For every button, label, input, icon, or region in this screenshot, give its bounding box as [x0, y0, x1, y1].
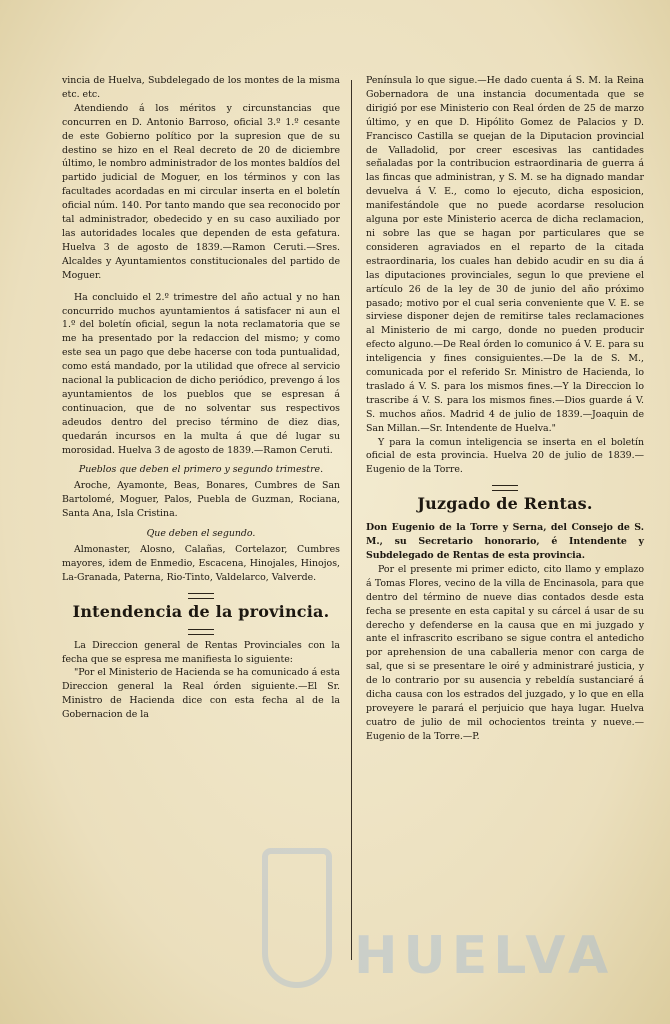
towns-list-first: Aroche, Ayamonte, Beas, Bonares, Cumbres de San Bartolomé, Moguer, Palos, Puebla de Guzman, Rociana, Santa Ana, Isla Cristina. [62, 480, 340, 520]
spacer [62, 283, 340, 291]
ministry-order-continued: Península lo que sigue.—He dado cuenta á S. M. la Reina Gobernadora de una instancia documentada que se dirigió por ese Ministerio con Real órden de 25 de marzo último, y en que D. Hipólito Gomez de Palacios y D. Francisco Castilla se quejan de la Diputacion provincial de Valladolid, por creer escesivas las cantidades señaladas por la contribucion estraordinaria de guerra á las fincas que administran, y S. M. se ha dignado mandar devuelva á V. E., como lo ejecuto, dicha esposicion, manifestándole que no puede acordarse resolucion alguna por este Ministerio acerca de dicha reclamacion, ni sobre las que se hagan por particulares que se consideren agraviados en el reparto de la citada estraordinaria, los cuales han debido acudir en su dia á las diputaciones provinciales, segun lo que previene el artículo 26 de la ley de 30 de junio del año próximo pasado; motivo por el cual seria conveniente que V. E. se sirviese disponer dejen de remitirse tales reclamaciones al Ministerio de mi cargo, donde no pueden producir efecto alguno.—De Real órden lo comunico á V. E. para su inteligencia y fines consiguientes.—De la de S. M., comunicada por el referido Sr. Ministro de Hacienda, lo traslado á V. S. para los mismos fines.—Y la Direccion lo trascribe á V. S. para los mismos fines.—Dios guarde á V. S. muchos años. Madrid 4 de julio de 1839.—Joaquin de San Millan.—Sr. Intendente de Huelva." [366, 75, 644, 434]
towns-heading-second: Que deben el segundo. [146, 528, 256, 540]
insertion-notice: Y para la comun inteligencia se inserta en el boletín oficial de esta provincia. Huelva 20 de julio de 1839.—Eugenio de la Torre. [366, 436, 644, 476]
direction-intro: La Direccion general de Rentas Provinciales con la fecha que se espresa me manifiesta lo siguiente: [62, 639, 340, 665]
towns-list-second: Almonaster, Alosno, Calañas, Cortelazor, Cumbres mayores, idem de Enmedio, Escacena, Hinojales, Hinojos, La-Granada, Paterna, Rio-Tinto, Valdelarco, Valverde. [62, 544, 340, 583]
continued-heading-text: vincia de Huelva, Subdelegado de los montes de la misma etc. etc. [62, 75, 340, 100]
column-divider [351, 80, 352, 960]
section-separator [188, 593, 214, 599]
section-separator [188, 629, 214, 635]
ministry-order-start: "Por el Ministerio de Hacienda se ha comunicado á esta Direccion general la Real órden siguiente.—El Sr. Ministro de Hacienda dice con esta fecha al de la Gobernacion de la [62, 667, 340, 721]
towns-heading-first: Pueblos que deben el primero y segundo trimestre. [78, 464, 324, 476]
archive-watermark [262, 848, 632, 998]
official-heading: Don Eugenio de la Torre y Serna, del Consejo de S. M., su Secretario honorario, é Intendente y Subdelegado de Rentas de esta provincia. [366, 522, 644, 561]
payment-notice: Ha concluido el 2.º trimestre del año actual y no han concurrido muchos ayuntamientos á satisfacer ni aun el 1.º del boletín oficial, segun la nota reclamatoria que se me ha presentado por la redaccion del mismo; y como este sea un pago que debe hacerse con toda puntualidad, como está mandado, por la utilidad que ofrece al servicio nacional la publicacion de dicho periódico, prevengo á los ayuntamientos de los pueblos que se espresan á continuacion, que de no solventar sus respectivos adeudos dentro del preciso término de diez dias, quedarán incursos en la multa á que dé lugar su morosidad. Huelva 3 de agosto de 1839.—Ramon Ceruti. [62, 291, 340, 456]
section-title-intendencia: Intendencia de la provincia. [72, 601, 330, 621]
edict-text: Por el presente mi primer edicto, cito llamo y emplazo á Tomas Flores, vecino de la villa de Encinasola, para que dentro del término de nueve dias contados desde esta fecha se presente en esta capital y su cárcel á usar de su derecho y defenderse en la causa que en mi juzgado y ante el infrascrito escribano se sigue contra el antedicho por aprehension de una caballeria menor con carga de sal, que si se presentare le oiré y administraré justicia, y de lo contrario por su ausencia y rebeldía sustanciaré á dicha causa con los estrados del juzgado, y lo que en ella proveyere le parará el perjuicio que haya lugar. Huelva cuatro de julio de mil ochocientos treinta y nueve.—Eugenio de la Torre.—P. [366, 563, 644, 742]
section-title-juzgado: Juzgado de Rentas. [417, 494, 593, 514]
watermark-text: HUELVA [354, 926, 615, 986]
section-separator [492, 485, 518, 491]
left-column [62, 74, 340, 722]
right-column [366, 74, 644, 744]
appointment-decree: Atendiendo á los méritos y circunstancias que concurren en D. Antonio Barroso, oficial 3.º 1.º cesante de este Gobierno político por la supresion que de su destino se hizo en el Real decreto de 20 de diciembre último, le nombro administrador de los montes baldíos del partido judicial de Moguer, en los términos y con las facultades acordadas en mi circular inserta en el boletín oficial núm. 140. Por tanto mando que sea reconocido por tal administrador, obedecido y en su caso auxiliado por las autoridades locales que dependen de esta gefatura. Huelva 3 de agosto de 1839.—Ramon Ceruti.—Sres. Alcaldes y Ayuntamientos constitucionales del partido de Moguer. [62, 102, 340, 281]
coat-of-arms-icon [262, 848, 332, 988]
